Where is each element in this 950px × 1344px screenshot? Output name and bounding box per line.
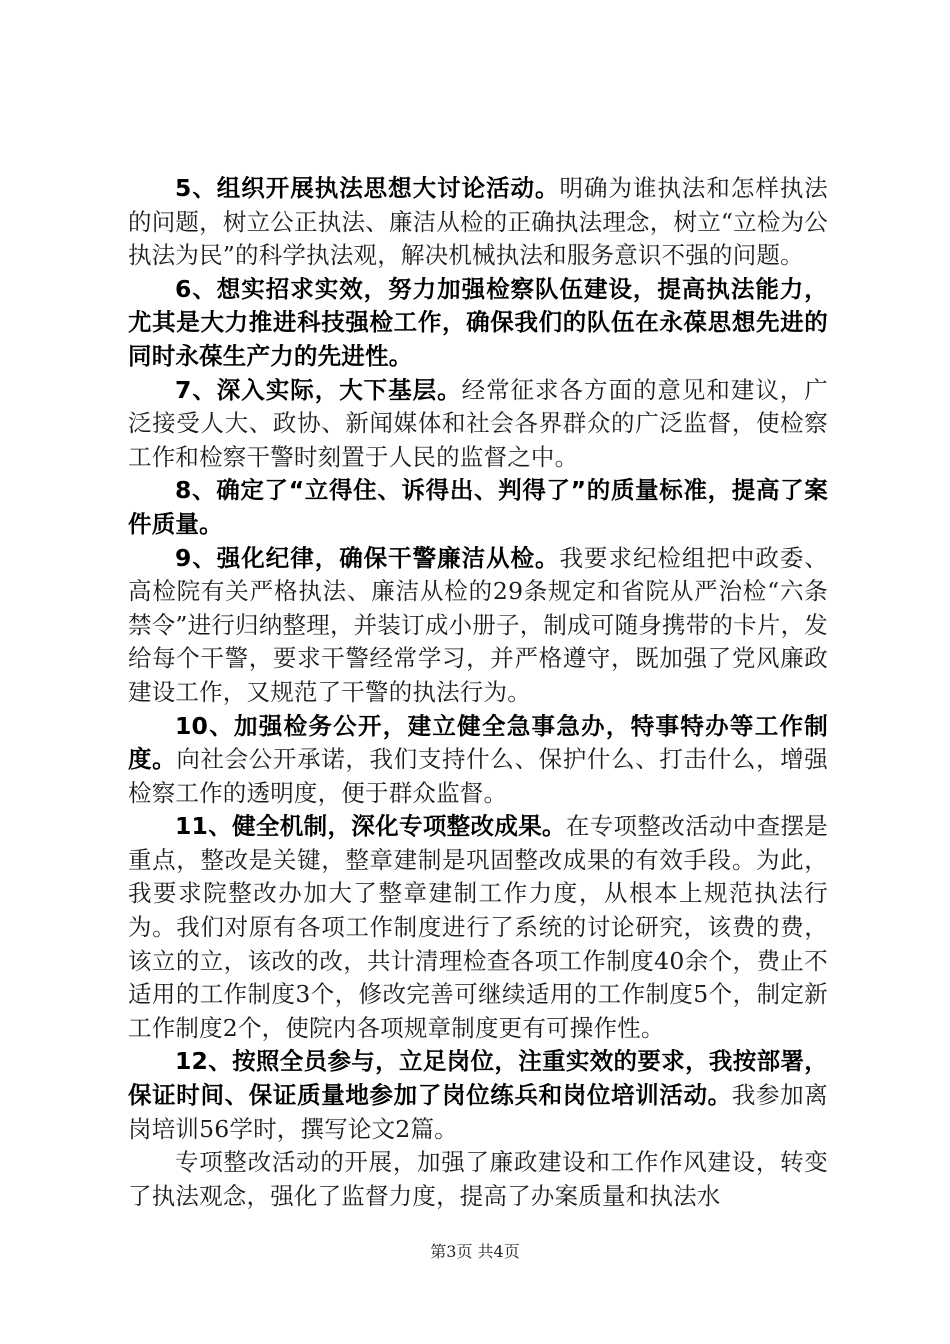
paragraph-item-8: [128, 474, 828, 541]
paragraph-text: 在专项整改活动中查摆是重点，整改是关键，整章建制是巩固整改成果的有效手段。为此，我要求院整改办加大了整章建制工作力度，从根本上规范执法行为。我们对原有各项工作制度进行了系统的讨论研究，该费的费，该立的立，该改的改，共计清理检查各项工作制度40余个，费止不适用的工作制度3个，修改完善可继续适用的工作制度5个，制定新工作制度2个，使院内各项规章制度更有可操作性。: [128, 812, 828, 1042]
paragraph-heading: 5、组织开展执法思想大讨论活动。: [175, 174, 560, 202]
paragraph-heading: 11、健全机制，深化专项整改成果。: [175, 812, 566, 841]
paragraph-item-12: [128, 1045, 828, 1146]
paragraph-heading: 7、深入实际，大下基层。: [175, 375, 462, 404]
paragraph-item-5: [128, 172, 828, 273]
page-number-footer: 第3页 共4页: [430, 1242, 520, 1261]
paragraph-item-10: [128, 710, 828, 811]
paragraph-item-7: [128, 374, 828, 475]
paragraph-text: 我参加离岗培训56学时，撰写论文2篇。: [128, 1081, 828, 1143]
paragraph-heading: 10、加强检务公开，建立健全急事急办，特事特办等工作制度。: [128, 711, 828, 774]
paragraph-heading: 6、想实招求实效，努力加强检察队伍建设，提高执法能力，尤其是大力推进科技强检工作，确保我们的队伍在永葆思想先进的同时永葆生产力的先进性。: [128, 274, 828, 370]
paragraph-text: 经常征求各方面的意见和建议，广泛接受人大、政协、新闻媒体和社会各界群众的广泛监督，使检察工作和检察干警时刻置于人民的监督之中。: [128, 375, 828, 471]
paragraph-text: 专项整改活动的开展，加强了廉政建设和工作作风建设，转变了执法观念，强化了监督力度，提高了办案质量和执法水: [128, 1148, 828, 1210]
paragraph-summary: [128, 1146, 828, 1213]
document-body: [128, 172, 828, 1213]
paragraph-item-9: [128, 542, 828, 710]
paragraph-heading: 12、按照全员参与，立足岗位，注重实效的要求，我按部署，保证时间、保证质量地参加了岗位练兵和岗位培训活动。: [128, 1047, 828, 1110]
paragraph-heading: 9、强化纪律，确保干警廉洁从检。: [175, 543, 560, 572]
paragraph-text: 明确为谁执法和怎样执法的问题，树立公正执法、廉洁从检的正确执法理念，树立“立检为公执法为民”的科学执法观，解决机械执法和服务意识不强的问题。: [128, 174, 828, 270]
paragraph-item-11: [128, 810, 828, 1045]
paragraph-text: 我要求纪检组把中政委、高检院有关严格执法、廉洁从检的29条规定和省院从严治检“六条禁令”进行归纳整理，并装订成小册子，制成可随身携带的卡片，发给每个干警，要求干警经常学习，并严格遵守，既加强了党风廉政建设工作，又规范了干警的执法行为。: [128, 543, 828, 706]
paragraph-heading: 8、确定了“立得住、诉得出、判得了”的质量标准，提高了案件质量。: [128, 476, 828, 538]
paragraph-text: 向社会公开承诺，我们支持什么、保护什么、打击什么，增强检察工作的透明度，便于群众监督。: [128, 745, 828, 807]
paragraph-item-6: [128, 273, 828, 374]
